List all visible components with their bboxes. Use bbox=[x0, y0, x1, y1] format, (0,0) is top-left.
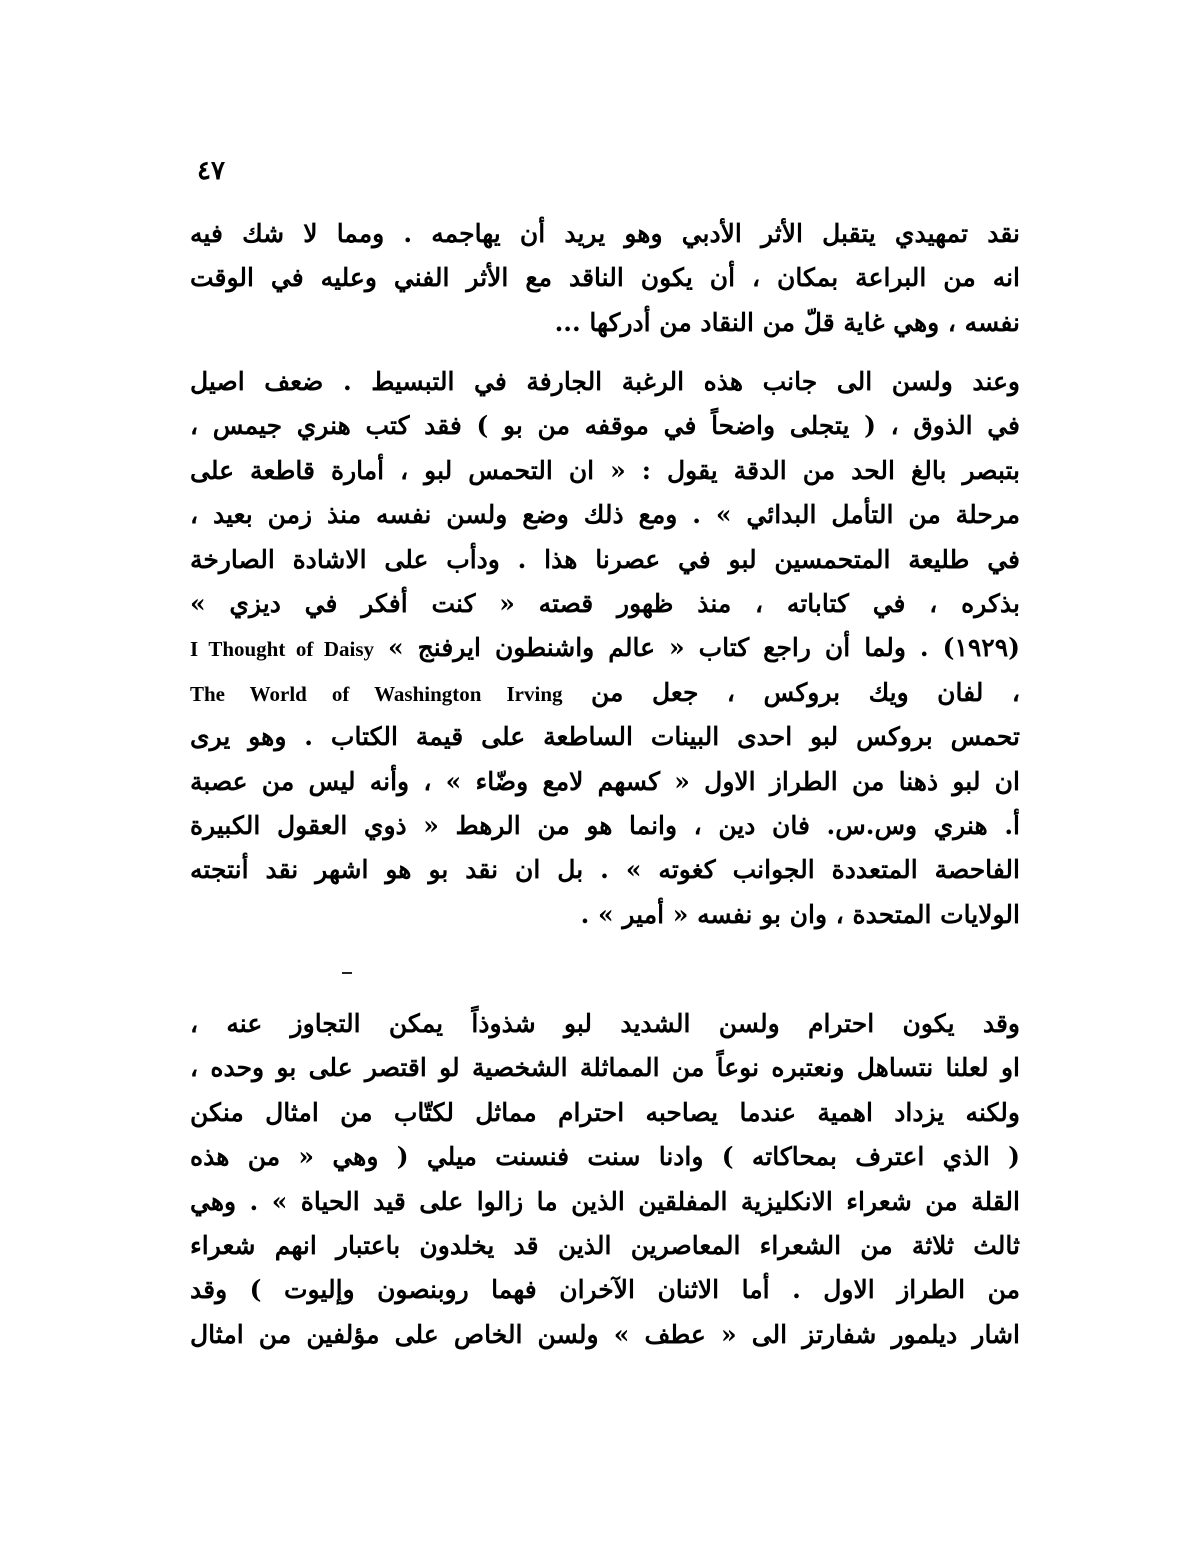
text-line: مرحلة من التأمل البدائي » . ومع ذلك وضع ولسن نفسه منذ زمن بعيد ، bbox=[190, 500, 1020, 530]
print-speck bbox=[342, 972, 352, 974]
text-line: بتبصر بالغ الحد من الدقة يقول : « ان التحمس لبو ، أمارة قاطعة على bbox=[190, 455, 1020, 485]
text-line: من الطراز الاول . أما الاثنان الآخران فهما روبنصون وإليوت ) وقد bbox=[190, 1275, 1020, 1305]
page-number: ٤٧ bbox=[197, 156, 225, 186]
arabic-segment: ، لفان ويك بروكس ، جعل من bbox=[591, 677, 1020, 707]
paragraph-2 bbox=[190, 360, 1020, 937]
arabic-segment: (١٩٢٩) . ولما أن راجع كتاب « عالم واشنطون ايرفنج » bbox=[388, 633, 1020, 663]
text-line: اشار ديلمور شفارتز الى « عطف » ولسن الخاص على مؤلفين من امثال bbox=[190, 1319, 1020, 1349]
text-line: في طليعة المتحمسين لبو في عصرنا هذا . ودأب على الاشادة الصارخة bbox=[190, 544, 1020, 574]
text-line: في الذوق ، ( يتجلى واضحاً في موقفه من بو ) فقد كتب هنري جيمس ، bbox=[190, 411, 1020, 441]
text-line: او لعلنا نتساهل ونعتبره نوعاً من المماثلة الشخصية لو اقتصر على بو وحده ، bbox=[190, 1053, 1020, 1083]
text-line: أ. هنري وس.س. فان دين ، وانما هو من الرهط « ذوي العقول الكبيرة bbox=[190, 810, 1020, 840]
paragraph-3 bbox=[190, 1002, 1020, 1357]
text-line: وعند ولسن الى جانب هذه الرغبة الجارفة في التبسيط . ضعف اصيل bbox=[190, 367, 1020, 396]
text-line: الفاحصة المتعددة الجوانب كغوته » . بل ان نقد بو هو اشهر نقد أنتجته bbox=[190, 855, 1020, 885]
text-line: تحمس بروكس لبو احدى البينات الساطعة على قيمة الكتاب . وهو يرى bbox=[190, 722, 1020, 752]
text-line: ثالث ثلاثة من الشعراء المعاصرين الذين قد يخلدون باعتبار انهم شعراء bbox=[190, 1230, 1020, 1260]
text-line: بذكره ، في كتاباته ، منذ ظهور قصته « كنت أفكر في ديزي » bbox=[190, 588, 1020, 618]
text-line-mixed bbox=[190, 626, 1020, 670]
text-line: نفسه ، وهي غاية قلّ من النقاد من أدركها ... bbox=[554, 307, 1020, 337]
text-line: ولكنه يزداد اهمية عندما يصاحبه احترام مماثل لكتّاب من امثال منكن bbox=[190, 1097, 1020, 1127]
text-line: ( الذي اعترف بمحاكاته ) وادنا سنت فنسنت ميلي ( وهي « من هذه bbox=[190, 1142, 1020, 1172]
text-line: الولايات المتحدة ، وان بو نفسه « أمير » . bbox=[580, 899, 1020, 929]
text-line-mixed bbox=[190, 671, 1020, 715]
text-line: نقد تمهيدي يتقبل الأثر الأدبي وهو يريد أن يهاجمه . ومما لا شك فيه bbox=[190, 219, 1020, 248]
text-line: انه من البراعة بمكان ، أن يكون الناقد مع الأثر الفني وعليه في الوقت bbox=[190, 263, 1020, 293]
text-line: وقد يكون احترام ولسن الشديد لبو شذوذاً يمكن التجاوز عنه ، bbox=[190, 1009, 1020, 1038]
text-line: ان لبو ذهنا من الطراز الاول « كسهم لامع وضّاء » ، وأنه ليس من عصبة bbox=[190, 766, 1020, 796]
text-line: القلة من شعراء الانكليزية المفلقين الذين ما زالوا على قيد الحياة » . وهي bbox=[190, 1186, 1020, 1216]
english-book-title: The World of Washington Irving bbox=[190, 681, 563, 706]
english-book-title: I Thought of Daisy bbox=[190, 637, 375, 662]
paragraph-1 bbox=[190, 212, 1020, 345]
